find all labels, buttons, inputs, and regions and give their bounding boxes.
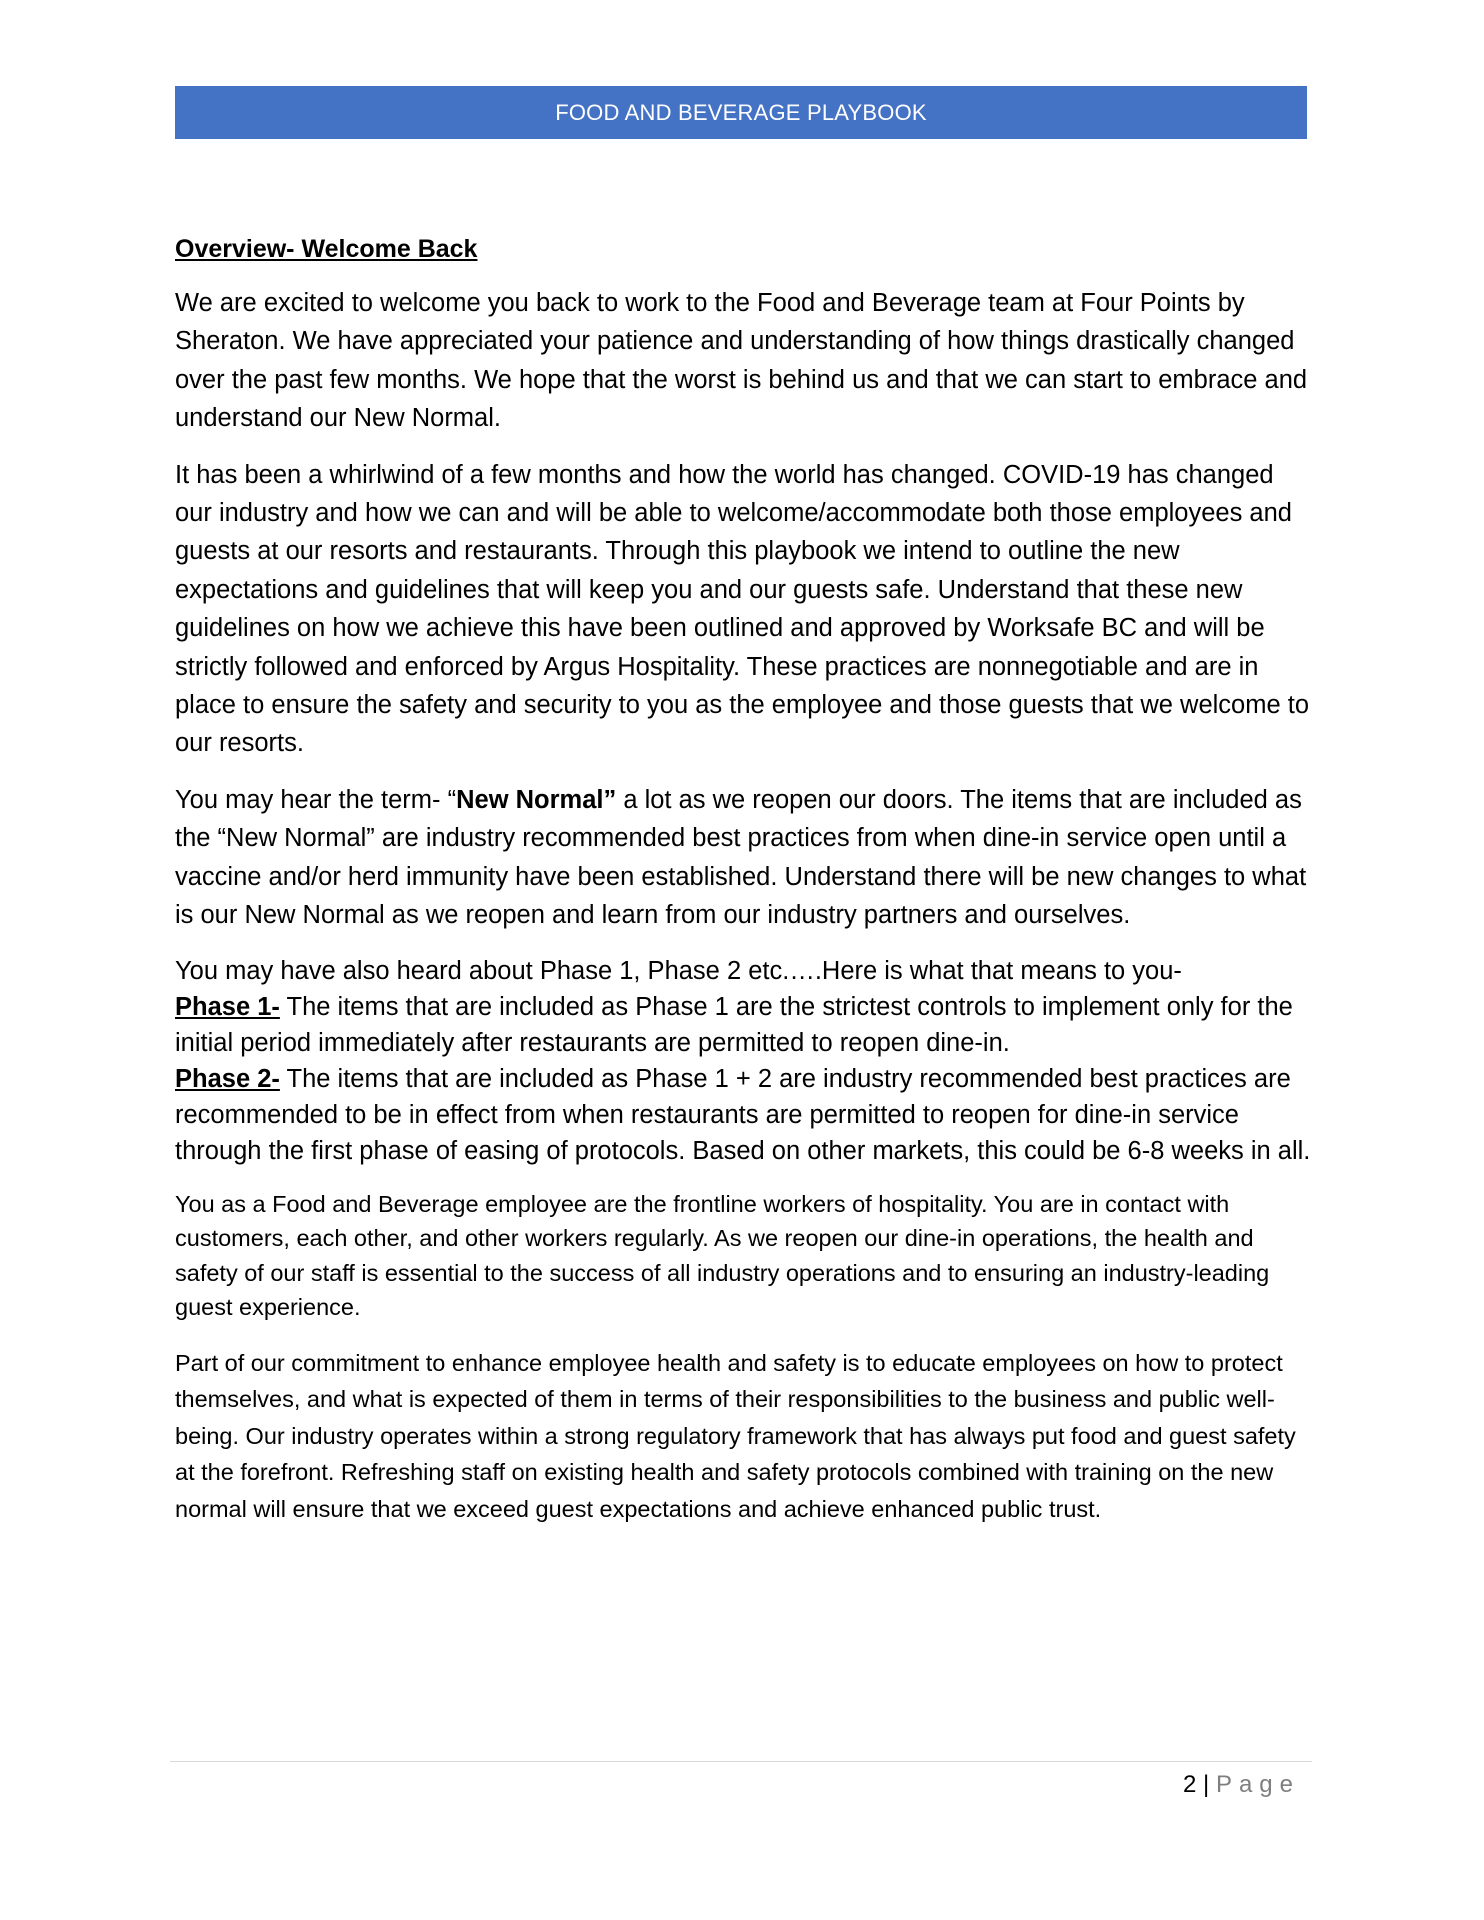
page-label: Page <box>1215 1771 1300 1798</box>
phase-2-text: The items that are included as Phase 1 + 2 are industry recommended best practices are recommended to be in effect from when restaurants are permitted to reopen for dine-in service through the first phase of easing of protocols. Based on other markets, this could be 6-8 weeks in all. <box>175 1064 1311 1165</box>
new-normal-text-before: You may hear the term- “ <box>175 785 457 814</box>
new-normal-term: New Normal” <box>456 785 617 814</box>
phase-1-item <box>175 989 1315 1061</box>
document-header-title: FOOD AND BEVERAGE PLAYBOOK <box>555 99 927 125</box>
paragraph-frontline: You as a Food and Beverage employee are the frontline workers of hospitality. You are in contact with customers, each other, and other workers regularly. As we reopen our dine-in operations, the health and safety of our staff is essential to the success of all industry operations and to ensuring an industry-leading guest experience. <box>175 1190 1270 1320</box>
paragraph-welcome: We are excited to welcome you back to work to the Food and Beverage team at Four Points by Sheraton. We have appreciated your patience and understanding of how things drastically changed over the past few months. We hope that the worst is behind us and that we can start to embrace and understand our New Normal. <box>175 289 1308 433</box>
paragraph-phases <box>175 953 1315 1169</box>
document-header-bar <box>175 86 1307 139</box>
footer-divider <box>170 1761 1312 1762</box>
page-footer <box>1183 1768 1300 1802</box>
page-separator: | <box>1196 1771 1216 1798</box>
paragraph-commitment: Part of our commitment to enhance employee health and safety is to educate employees on how to protect themselves, and what is expected of them in terms of their responsibilities to the business and public well-being. Our industry operates within a strong regulatory framework that has always put food and guest safety at the forefront. Refreshing staff on existing health and safety protocols combined with training on the new normal will ensure that we exceed guest expectations and achieve enhanced public trust. <box>175 1349 1296 1522</box>
section-heading: Overview- Welcome Back <box>175 235 478 263</box>
phase-2-label: Phase 2- <box>175 1064 280 1093</box>
phase-1-text: The items that are included as Phase 1 are the strictest controls to implement only for the initial period immediately after restaurants are permitted to reopen dine-in. <box>175 992 1293 1057</box>
paragraph-covid: It has been a whirlwind of a few months and how the world has changed. COVID-19 has changed our industry and how we can and will be able to welcome/accommodate both those employees and guests at our resorts and restaurants. Through this playbook we intend to outline the new expectations and guidelines that will keep you and our guests safe. Understand that these new guidelines on how we achieve this have been outlined and approved by Worksafe BC and will be strictly followed and enforced by Argus Hospitality. These practices are nonnegotiable and are in place to ensure the safety and security to you as the employee and those guests that we welcome to our resorts. <box>175 460 1310 758</box>
new-normal-text-after: a lot as we reopen our doors. The items that are included as the “New Normal” are industry recommended best practices from when dine-in service open until a vaccine and/or herd immunity have been established. Understand there will be new changes to what is our New Normal as we reopen and learn from our industry partners and ourselves. <box>175 785 1307 930</box>
paragraph-new-normal <box>175 781 1315 935</box>
phases-intro: You may have also heard about Phase 1, Phase 2 etc.….Here is what that means to you- <box>175 956 1182 985</box>
phase-2-item <box>175 1061 1315 1169</box>
page-number: 2 <box>1183 1771 1197 1798</box>
phase-1-label: Phase 1- <box>175 992 280 1021</box>
document-body <box>175 230 1315 1545</box>
